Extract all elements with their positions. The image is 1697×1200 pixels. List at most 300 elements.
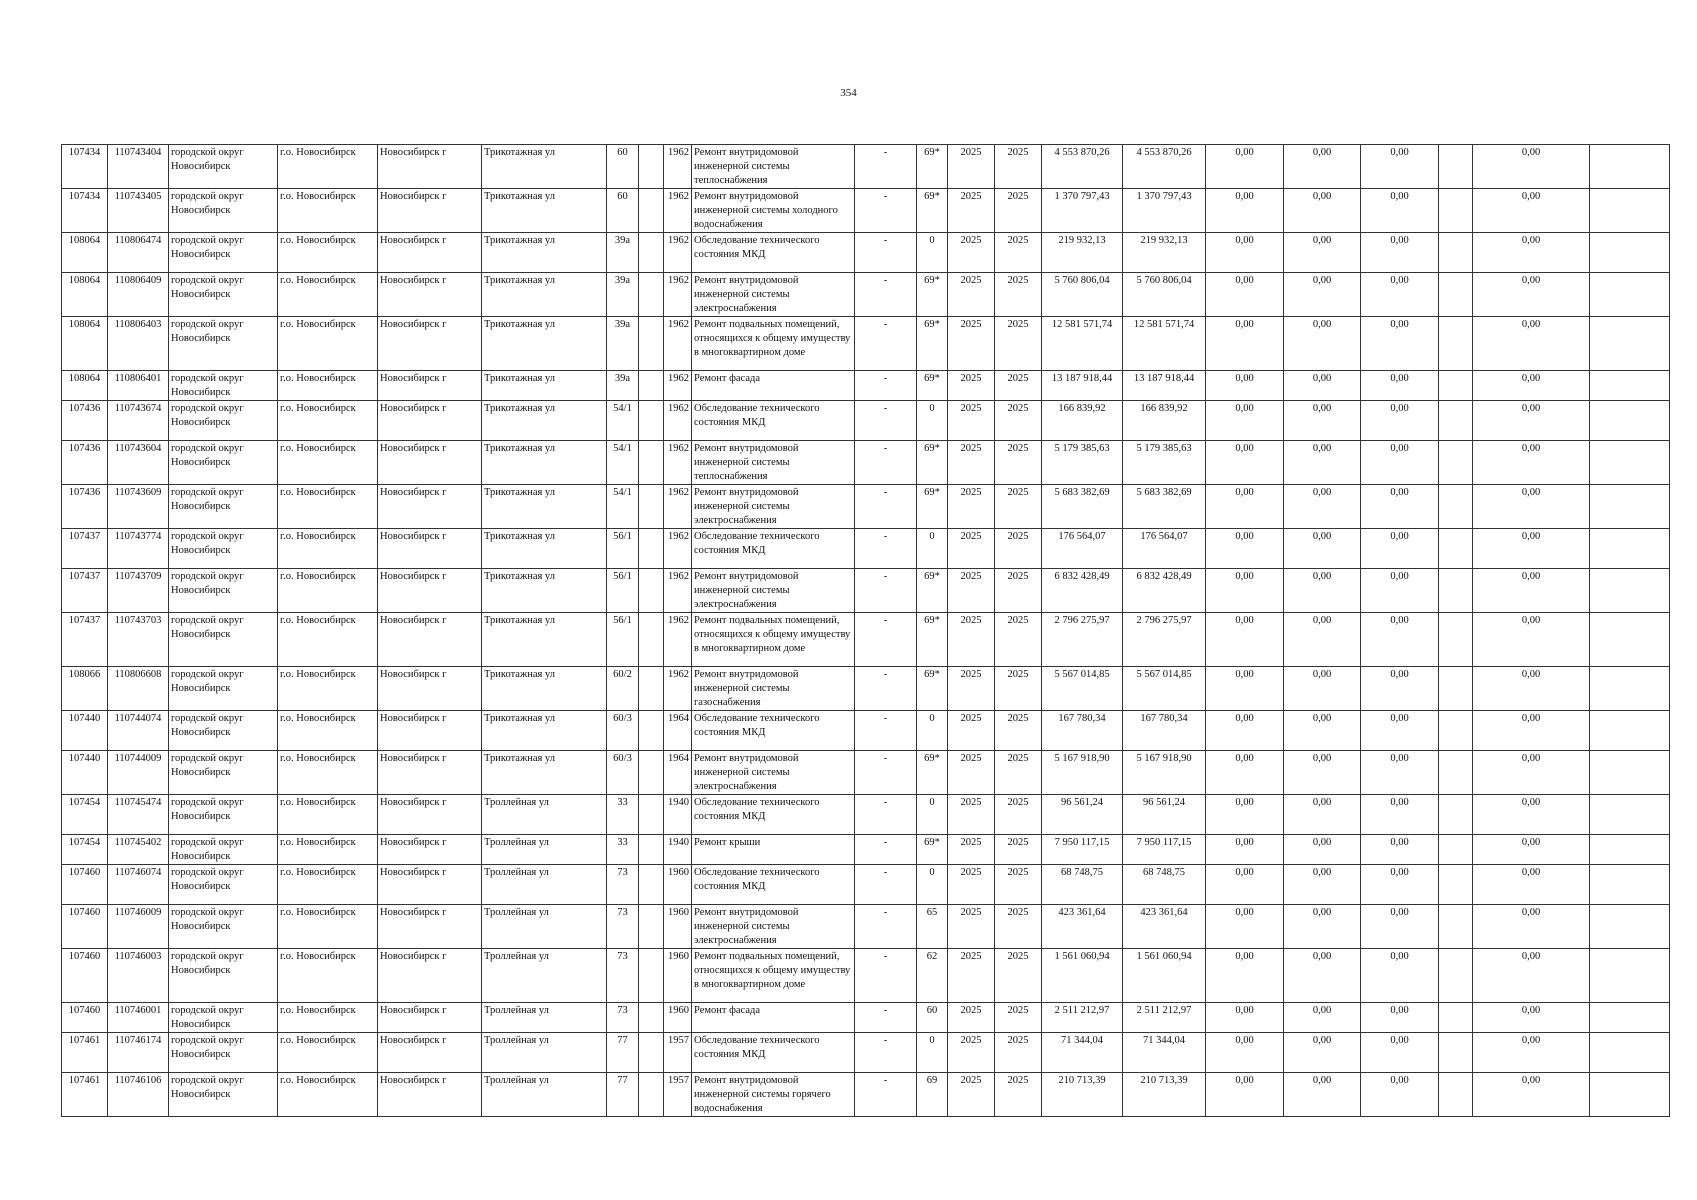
cost-fund-cell: 210 713,39 [1123, 1073, 1206, 1117]
value-5-cell: 0,00 [1473, 613, 1590, 667]
work-type-cell: Обследование технического состояния МКД [692, 795, 855, 835]
house-id-cell: 107460 [62, 949, 108, 1003]
year-end-cell: 2025 [995, 569, 1042, 613]
district-cell: г.о. Новосибирск [278, 751, 378, 795]
street-cell: Трикотажная ул [482, 751, 607, 795]
cost-total-cell: 219 932,13 [1042, 233, 1123, 273]
value-1-cell: 0,00 [1206, 835, 1284, 865]
table-row [62, 613, 1670, 667]
letter-cell [639, 145, 664, 189]
value-6-cell [1590, 529, 1670, 569]
value-5-cell: 0,00 [1473, 1003, 1590, 1033]
value-4-cell [1439, 1033, 1473, 1073]
year-start-cell: 2025 [948, 751, 995, 795]
year-end-cell: 2025 [995, 1033, 1042, 1073]
wear-percent-cell: 62 [917, 949, 948, 1003]
letter-cell [639, 865, 664, 905]
value-6-cell [1590, 711, 1670, 751]
cost-total-cell: 71 344,04 [1042, 1033, 1123, 1073]
value-4-cell [1439, 1003, 1473, 1033]
year-start-cell: 2025 [948, 1073, 995, 1117]
street-cell: Троллейная ул [482, 1003, 607, 1033]
table-row [62, 865, 1670, 905]
year-start-cell: 2025 [948, 905, 995, 949]
value-1-cell: 0,00 [1206, 145, 1284, 189]
house-number-cell: 60 [607, 189, 639, 233]
table-row [62, 835, 1670, 865]
house-id-cell: 107434 [62, 145, 108, 189]
letter-cell [639, 949, 664, 1003]
value-1-cell: 0,00 [1206, 401, 1284, 441]
value-2-cell: 0,00 [1284, 905, 1361, 949]
year-built-cell: 1962 [664, 441, 692, 485]
work-type-cell: Ремонт подвальных помещений, относящихся к общему имуществу в многоквартирном доме [692, 317, 855, 371]
house-id-cell: 107437 [62, 529, 108, 569]
cost-total-cell: 210 713,39 [1042, 1073, 1123, 1117]
letter-cell [639, 1033, 664, 1073]
value-2-cell: 0,00 [1284, 401, 1361, 441]
cost-total-cell: 2 796 275,97 [1042, 613, 1123, 667]
year-start-cell: 2025 [948, 317, 995, 371]
value-5-cell: 0,00 [1473, 273, 1590, 317]
dash-cell: - [855, 1073, 917, 1117]
year-built-cell: 1957 [664, 1033, 692, 1073]
house-id-cell: 107460 [62, 1003, 108, 1033]
value-4-cell [1439, 865, 1473, 905]
value-5-cell: 0,00 [1473, 189, 1590, 233]
house-number-cell: 60/3 [607, 751, 639, 795]
value-6-cell [1590, 371, 1670, 401]
value-1-cell: 0,00 [1206, 317, 1284, 371]
work-type-cell: Ремонт внутридомовой инженерной системы электроснабжения [692, 485, 855, 529]
value-3-cell: 0,00 [1361, 949, 1439, 1003]
settlement-cell: Новосибирск г [378, 145, 482, 189]
value-4-cell [1439, 529, 1473, 569]
street-cell: Трикотажная ул [482, 667, 607, 711]
year-start-cell: 2025 [948, 1033, 995, 1073]
work-type-cell: Ремонт фасада [692, 371, 855, 401]
value-6-cell [1590, 401, 1670, 441]
house-id-cell: 107440 [62, 711, 108, 751]
wear-percent-cell: 0 [917, 795, 948, 835]
cost-total-cell: 167 780,34 [1042, 711, 1123, 751]
letter-cell [639, 905, 664, 949]
work-id-cell: 110743774 [108, 529, 169, 569]
municipality-cell: городской округ Новосибирск [169, 401, 278, 441]
year-end-cell: 2025 [995, 905, 1042, 949]
value-4-cell [1439, 949, 1473, 1003]
value-3-cell: 0,00 [1361, 401, 1439, 441]
cost-total-cell: 5 179 385,63 [1042, 441, 1123, 485]
dash-cell: - [855, 751, 917, 795]
settlement-cell: Новосибирск г [378, 441, 482, 485]
year-built-cell: 1940 [664, 835, 692, 865]
settlement-cell: Новосибирск г [378, 667, 482, 711]
value-2-cell: 0,00 [1284, 189, 1361, 233]
value-3-cell: 0,00 [1361, 485, 1439, 529]
dash-cell: - [855, 371, 917, 401]
wear-percent-cell: 69* [917, 613, 948, 667]
street-cell: Трикотажная ул [482, 529, 607, 569]
letter-cell [639, 273, 664, 317]
year-built-cell: 1964 [664, 751, 692, 795]
letter-cell [639, 401, 664, 441]
value-5-cell: 0,00 [1473, 667, 1590, 711]
street-cell: Трикотажная ул [482, 401, 607, 441]
house-number-cell: 33 [607, 835, 639, 865]
dash-cell: - [855, 1003, 917, 1033]
year-end-cell: 2025 [995, 441, 1042, 485]
value-6-cell [1590, 1073, 1670, 1117]
work-type-cell: Ремонт внутридомовой инженерной системы теплоснабжения [692, 441, 855, 485]
year-end-cell: 2025 [995, 233, 1042, 273]
cost-fund-cell: 71 344,04 [1123, 1033, 1206, 1073]
value-5-cell: 0,00 [1473, 1033, 1590, 1073]
value-3-cell: 0,00 [1361, 317, 1439, 371]
value-6-cell [1590, 441, 1670, 485]
value-4-cell [1439, 905, 1473, 949]
house-id-cell: 108064 [62, 233, 108, 273]
work-id-cell: 110743404 [108, 145, 169, 189]
value-6-cell [1590, 317, 1670, 371]
cost-total-cell: 13 187 918,44 [1042, 371, 1123, 401]
year-end-cell: 2025 [995, 189, 1042, 233]
cost-fund-cell: 5 683 382,69 [1123, 485, 1206, 529]
value-5-cell: 0,00 [1473, 401, 1590, 441]
letter-cell [639, 1073, 664, 1117]
district-cell: г.о. Новосибирск [278, 613, 378, 667]
settlement-cell: Новосибирск г [378, 569, 482, 613]
letter-cell [639, 569, 664, 613]
house-number-cell: 39а [607, 273, 639, 317]
house-number-cell: 54/1 [607, 401, 639, 441]
value-2-cell: 0,00 [1284, 1073, 1361, 1117]
table-row [62, 273, 1670, 317]
wear-percent-cell: 0 [917, 401, 948, 441]
value-5-cell: 0,00 [1473, 441, 1590, 485]
value-1-cell: 0,00 [1206, 485, 1284, 529]
cost-total-cell: 423 361,64 [1042, 905, 1123, 949]
cost-fund-cell: 7 950 117,15 [1123, 835, 1206, 865]
dash-cell: - [855, 949, 917, 1003]
cost-total-cell: 2 511 212,97 [1042, 1003, 1123, 1033]
value-2-cell: 0,00 [1284, 1033, 1361, 1073]
value-6-cell [1590, 865, 1670, 905]
value-4-cell [1439, 667, 1473, 711]
house-number-cell: 60/3 [607, 711, 639, 751]
cost-total-cell: 4 553 870,26 [1042, 145, 1123, 189]
cost-total-cell: 1 561 060,94 [1042, 949, 1123, 1003]
municipality-cell: городской округ Новосибирск [169, 145, 278, 189]
value-1-cell: 0,00 [1206, 1003, 1284, 1033]
value-5-cell: 0,00 [1473, 835, 1590, 865]
house-id-cell: 107460 [62, 865, 108, 905]
year-start-cell: 2025 [948, 485, 995, 529]
dash-cell: - [855, 401, 917, 441]
municipality-cell: городской округ Новосибирск [169, 441, 278, 485]
value-3-cell: 0,00 [1361, 1003, 1439, 1033]
value-6-cell [1590, 835, 1670, 865]
letter-cell [639, 317, 664, 371]
year-start-cell: 2025 [948, 613, 995, 667]
year-start-cell: 2025 [948, 529, 995, 569]
letter-cell [639, 371, 664, 401]
value-3-cell: 0,00 [1361, 233, 1439, 273]
cost-fund-cell: 167 780,34 [1123, 711, 1206, 751]
year-start-cell: 2025 [948, 865, 995, 905]
dash-cell: - [855, 569, 917, 613]
dash-cell: - [855, 711, 917, 751]
value-2-cell: 0,00 [1284, 613, 1361, 667]
table-body [62, 145, 1670, 1117]
value-1-cell: 0,00 [1206, 233, 1284, 273]
value-2-cell: 0,00 [1284, 145, 1361, 189]
house-number-cell: 54/1 [607, 485, 639, 529]
value-6-cell [1590, 667, 1670, 711]
settlement-cell: Новосибирск г [378, 401, 482, 441]
municipality-cell: городской округ Новосибирск [169, 667, 278, 711]
district-cell: г.о. Новосибирск [278, 145, 378, 189]
cost-total-cell: 1 370 797,43 [1042, 189, 1123, 233]
year-built-cell: 1962 [664, 145, 692, 189]
value-3-cell: 0,00 [1361, 371, 1439, 401]
street-cell: Троллейная ул [482, 1033, 607, 1073]
year-built-cell: 1960 [664, 1003, 692, 1033]
value-4-cell [1439, 751, 1473, 795]
wear-percent-cell: 69* [917, 317, 948, 371]
work-id-cell: 110746174 [108, 1033, 169, 1073]
street-cell: Трикотажная ул [482, 441, 607, 485]
year-built-cell: 1962 [664, 529, 692, 569]
cost-fund-cell: 5 167 918,90 [1123, 751, 1206, 795]
district-cell: г.о. Новосибирск [278, 371, 378, 401]
cost-total-cell: 5 167 918,90 [1042, 751, 1123, 795]
value-6-cell [1590, 795, 1670, 835]
value-1-cell: 0,00 [1206, 273, 1284, 317]
table-row [62, 317, 1670, 371]
settlement-cell: Новосибирск г [378, 835, 482, 865]
year-built-cell: 1960 [664, 905, 692, 949]
municipality-cell: городской округ Новосибирск [169, 371, 278, 401]
dash-cell: - [855, 795, 917, 835]
year-end-cell: 2025 [995, 145, 1042, 189]
house-id-cell: 107440 [62, 751, 108, 795]
street-cell: Троллейная ул [482, 905, 607, 949]
settlement-cell: Новосибирск г [378, 529, 482, 569]
street-cell: Трикотажная ул [482, 569, 607, 613]
year-end-cell: 2025 [995, 751, 1042, 795]
dash-cell: - [855, 189, 917, 233]
letter-cell [639, 795, 664, 835]
letter-cell [639, 485, 664, 529]
table-row [62, 233, 1670, 273]
work-id-cell: 110746001 [108, 1003, 169, 1033]
district-cell: г.о. Новосибирск [278, 905, 378, 949]
year-start-cell: 2025 [948, 401, 995, 441]
letter-cell [639, 529, 664, 569]
municipality-cell: городской округ Новосибирск [169, 1003, 278, 1033]
street-cell: Троллейная ул [482, 1073, 607, 1117]
district-cell: г.о. Новосибирск [278, 401, 378, 441]
cost-fund-cell: 68 748,75 [1123, 865, 1206, 905]
letter-cell [639, 189, 664, 233]
settlement-cell: Новосибирск г [378, 1003, 482, 1033]
year-start-cell: 2025 [948, 145, 995, 189]
street-cell: Трикотажная ул [482, 233, 607, 273]
value-6-cell [1590, 233, 1670, 273]
work-type-cell: Обследование технического состояния МКД [692, 865, 855, 905]
value-5-cell: 0,00 [1473, 905, 1590, 949]
municipality-cell: городской округ Новосибирск [169, 613, 278, 667]
dash-cell: - [855, 441, 917, 485]
work-type-cell: Ремонт внутридомовой инженерной системы горячего водоснабжения [692, 1073, 855, 1117]
value-2-cell: 0,00 [1284, 795, 1361, 835]
house-id-cell: 108064 [62, 317, 108, 371]
value-3-cell: 0,00 [1361, 711, 1439, 751]
dash-cell: - [855, 865, 917, 905]
page-number: 354 [840, 87, 857, 99]
street-cell: Трикотажная ул [482, 145, 607, 189]
dash-cell: - [855, 273, 917, 317]
value-3-cell: 0,00 [1361, 667, 1439, 711]
settlement-cell: Новосибирск г [378, 233, 482, 273]
wear-percent-cell: 69* [917, 371, 948, 401]
year-start-cell: 2025 [948, 233, 995, 273]
settlement-cell: Новосибирск г [378, 1073, 482, 1117]
house-id-cell: 108064 [62, 371, 108, 401]
value-2-cell: 0,00 [1284, 667, 1361, 711]
year-end-cell: 2025 [995, 667, 1042, 711]
dash-cell: - [855, 667, 917, 711]
year-start-cell: 2025 [948, 441, 995, 485]
house-number-cell: 56/1 [607, 613, 639, 667]
house-id-cell: 107437 [62, 569, 108, 613]
year-built-cell: 1962 [664, 371, 692, 401]
table-row [62, 905, 1670, 949]
cost-fund-cell: 5 179 385,63 [1123, 441, 1206, 485]
year-built-cell: 1962 [664, 667, 692, 711]
year-built-cell: 1960 [664, 865, 692, 905]
year-start-cell: 2025 [948, 189, 995, 233]
municipality-cell: городской округ Новосибирск [169, 233, 278, 273]
value-6-cell [1590, 1003, 1670, 1033]
value-6-cell [1590, 949, 1670, 1003]
value-1-cell: 0,00 [1206, 1073, 1284, 1117]
cost-fund-cell: 4 553 870,26 [1123, 145, 1206, 189]
value-6-cell [1590, 485, 1670, 529]
work-type-cell: Ремонт крыши [692, 835, 855, 865]
value-1-cell: 0,00 [1206, 667, 1284, 711]
cost-total-cell: 166 839,92 [1042, 401, 1123, 441]
dash-cell: - [855, 905, 917, 949]
value-3-cell: 0,00 [1361, 1033, 1439, 1073]
work-id-cell: 110806401 [108, 371, 169, 401]
dash-cell: - [855, 613, 917, 667]
settlement-cell: Новосибирск г [378, 751, 482, 795]
year-end-cell: 2025 [995, 949, 1042, 1003]
wear-percent-cell: 0 [917, 1033, 948, 1073]
value-2-cell: 0,00 [1284, 711, 1361, 751]
street-cell: Троллейная ул [482, 795, 607, 835]
work-id-cell: 110745474 [108, 795, 169, 835]
work-type-cell: Ремонт внутридомовой инженерной системы электроснабжения [692, 273, 855, 317]
house-id-cell: 107454 [62, 835, 108, 865]
year-start-cell: 2025 [948, 711, 995, 751]
cost-total-cell: 96 561,24 [1042, 795, 1123, 835]
value-1-cell: 0,00 [1206, 751, 1284, 795]
year-built-cell: 1962 [664, 485, 692, 529]
wear-percent-cell: 0 [917, 233, 948, 273]
value-1-cell: 0,00 [1206, 189, 1284, 233]
wear-percent-cell: 69* [917, 145, 948, 189]
dash-cell: - [855, 485, 917, 529]
year-start-cell: 2025 [948, 1003, 995, 1033]
value-5-cell: 0,00 [1473, 145, 1590, 189]
wear-percent-cell: 65 [917, 905, 948, 949]
district-cell: г.о. Новосибирск [278, 233, 378, 273]
wear-percent-cell: 69* [917, 189, 948, 233]
year-start-cell: 2025 [948, 795, 995, 835]
house-id-cell: 107434 [62, 189, 108, 233]
municipality-cell: городской округ Новосибирск [169, 189, 278, 233]
work-id-cell: 110744074 [108, 711, 169, 751]
work-id-cell: 110746074 [108, 865, 169, 905]
cost-total-cell: 12 581 571,74 [1042, 317, 1123, 371]
work-type-cell: Ремонт внутридомовой инженерной системы холодного водоснабжения [692, 189, 855, 233]
letter-cell [639, 441, 664, 485]
house-id-cell: 107436 [62, 441, 108, 485]
work-id-cell: 110743674 [108, 401, 169, 441]
cost-fund-cell: 12 581 571,74 [1123, 317, 1206, 371]
house-id-cell: 107461 [62, 1073, 108, 1117]
wear-percent-cell: 60 [917, 1003, 948, 1033]
value-3-cell: 0,00 [1361, 441, 1439, 485]
cost-fund-cell: 6 832 428,49 [1123, 569, 1206, 613]
value-5-cell: 0,00 [1473, 529, 1590, 569]
year-built-cell: 1962 [664, 233, 692, 273]
work-id-cell: 110745402 [108, 835, 169, 865]
value-1-cell: 0,00 [1206, 949, 1284, 1003]
settlement-cell: Новосибирск г [378, 949, 482, 1003]
municipality-cell: городской округ Новосибирск [169, 865, 278, 905]
municipality-cell: городской округ Новосибирск [169, 485, 278, 529]
year-end-cell: 2025 [995, 273, 1042, 317]
district-cell: г.о. Новосибирск [278, 441, 378, 485]
value-1-cell: 0,00 [1206, 371, 1284, 401]
municipality-cell: городской округ Новосибирск [169, 751, 278, 795]
house-number-cell: 33 [607, 795, 639, 835]
street-cell: Трикотажная ул [482, 371, 607, 401]
house-number-cell: 54/1 [607, 441, 639, 485]
value-4-cell [1439, 795, 1473, 835]
table-row [62, 1003, 1670, 1033]
value-2-cell: 0,00 [1284, 949, 1361, 1003]
year-end-cell: 2025 [995, 317, 1042, 371]
value-2-cell: 0,00 [1284, 273, 1361, 317]
street-cell: Трикотажная ул [482, 485, 607, 529]
table-row [62, 711, 1670, 751]
value-2-cell: 0,00 [1284, 835, 1361, 865]
street-cell: Троллейная ул [482, 865, 607, 905]
house-number-cell: 39а [607, 371, 639, 401]
cost-fund-cell: 5 760 806,04 [1123, 273, 1206, 317]
letter-cell [639, 835, 664, 865]
municipality-cell: городской округ Новосибирск [169, 949, 278, 1003]
dash-cell: - [855, 1033, 917, 1073]
value-4-cell [1439, 371, 1473, 401]
year-built-cell: 1962 [664, 273, 692, 317]
district-cell: г.о. Новосибирск [278, 569, 378, 613]
